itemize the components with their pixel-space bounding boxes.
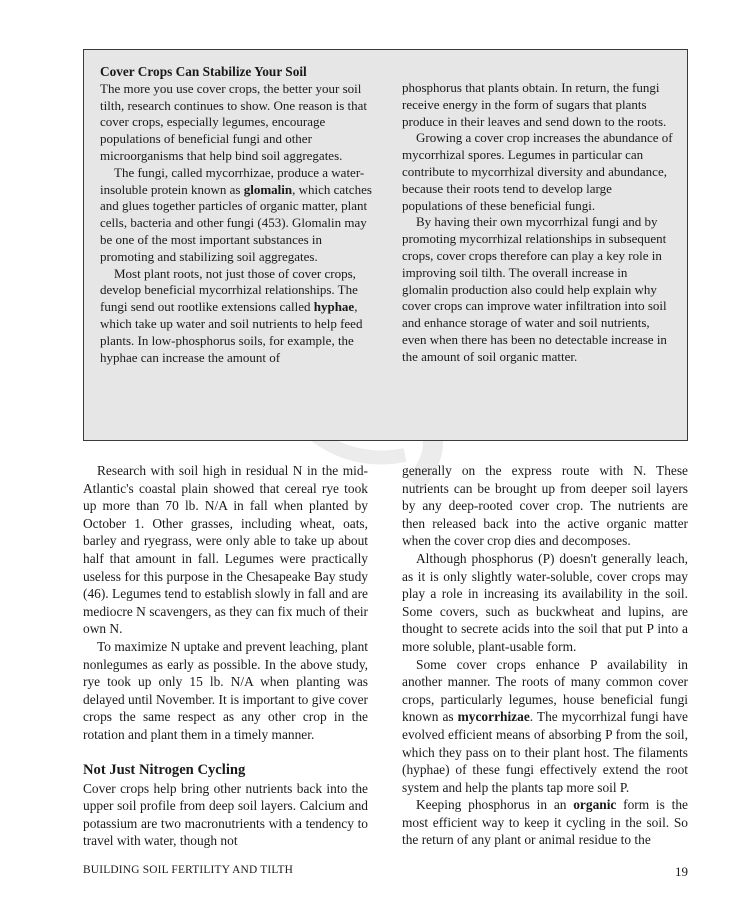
section-heading: Not Just Nitrogen Cycling bbox=[83, 761, 246, 778]
text-run: Keeping phosphorus in an bbox=[416, 797, 574, 813]
text-run: The fungi, called mycorrhizae, produce a water-insoluble protein known as bbox=[100, 164, 365, 197]
sidebar-title: Cover Crops Can Stabilize Your Soil bbox=[100, 64, 307, 79]
sidebar-paragraph bbox=[100, 165, 372, 266]
text-run: . The mycorrhizal fungi have evolved efficient means of absorbing P from the soil, which they pass on to their plant host. The filaments (hyphae) of these fungi effectively extend the root system and help the plants tap more soil P. bbox=[402, 709, 688, 795]
body-left-column bbox=[83, 462, 368, 850]
text-run: Most plant roots, not just those of cover crops, develop beneficial mycorrhizal relationships. The fungi send out rootlike extensions called bbox=[100, 265, 358, 315]
body-paragraph: Research with soil high in residual N in the mid-Atlantic's coastal plain showed that cereal rye took up more than 70 lb. N/A in fall when planted by October 1. Other grasses, including wheat, oats, barley and ryegrass, were only able to take up about half that amount in fall. Legumes were practically useless for this purpose in the Chesapeake Bay study (46). Legumes tend to establish slowly in fall and are mediocre N scavengers, as they can fix much of their own N. bbox=[83, 463, 368, 637]
body-paragraph: To maximize N uptake and prevent leaching, plant nonlegumes as early as possible. In the above study, rye took up only 15 lb. N/A when planting was delayed until November. It is important to give cover crops the same respect as any other crop in the rotation and plant them in a timely manner. bbox=[83, 638, 368, 742]
bold-term: glomalin bbox=[243, 181, 293, 197]
body-paragraph: Although phosphorus (P) doesn't generally leach, as it is only slightly water-soluble, cover crops may play a role in increasing its availability in the soil. Some covers, such as buckwheat and lupins, are thought to secrete acids into the soil that put P into a more soluble, plant-usable form. bbox=[402, 550, 688, 654]
bold-term: mycorrhizae bbox=[457, 709, 530, 725]
sidebar-paragraph: By having their own mycorrhizal fungi and by promoting mycorrhizal relationships in subsequent crops, cover crops therefore can play a key role in improving soil tilth. The overall increase in glomalin production also could help explain why cover crops can improve water infiltration into soil and enhance storage of water and soil nutrients, even when there has been no detectable increase in the amount of soil organic matter. bbox=[402, 214, 667, 364]
sidebar-paragraph: phosphorus that plants obtain. In return, the fungi receive energy in the form of sugars that plants produce in their leaves and send down to the roots. bbox=[402, 80, 667, 129]
body-paragraph: generally on the express route with N. These nutrients can be brought up from deeper soil layers by any deep-rooted cover crop. The nutrients are then released back into the active organic matter when the cover crop dies and decomposes. bbox=[402, 463, 688, 549]
body-paragraph bbox=[402, 796, 688, 849]
text-run: , which take up water and soil nutrients to help feed plants. In low-phosphorus soils, for example, the hyphae can increase the amount of bbox=[100, 299, 363, 365]
body-paragraph bbox=[402, 656, 688, 797]
bold-term: hyphae bbox=[313, 299, 355, 315]
text-run: , which catches and glues together particles of organic matter, plant cells, bacteria and other fungi (453). Glomalin may be one of the most important substances in promoting and stabilizing soil aggregates. bbox=[100, 181, 372, 264]
sidebar-left-column bbox=[100, 64, 372, 366]
sidebar-box bbox=[83, 49, 688, 441]
text-run: Some cover crops enhance P availability in another manner. The roots of many common cover crops, particularly legumes, house beneficial fungi known as bbox=[402, 656, 688, 725]
page-number: 19 bbox=[675, 864, 688, 879]
sidebar-right-column bbox=[402, 80, 674, 366]
text-run: form is the most efficient way to keep it cycling in the soil. So the return of any plant or animal residue to the bbox=[402, 797, 688, 848]
running-footer-title: BUILDING SOIL FERTILITY AND TILTH bbox=[83, 864, 294, 876]
sidebar-paragraph bbox=[100, 266, 372, 367]
sidebar-paragraph: The more you use cover crops, the better your soil tilth, research continues to show. One reason is that cover crops, especially legumes, encourage populations of beneficial fungi and other microorganisms that help bind soil aggregates. bbox=[100, 80, 368, 163]
body-paragraph: Cover crops help bring other nutrients back into the upper soil profile from deep soil layers. Calcium and potassium are two macronutrients with a tendency to travel with water, though not bbox=[83, 780, 368, 849]
sidebar-paragraph: Growing a cover crop increases the abundance of mycorrhizal spores. Legumes in particular can contribute to mycorrhizal diversity and abundance, because their roots tend to develop large populations of these beneficial fungi. bbox=[402, 130, 673, 213]
body-right-column bbox=[402, 462, 688, 849]
bold-term: organic bbox=[573, 797, 617, 813]
